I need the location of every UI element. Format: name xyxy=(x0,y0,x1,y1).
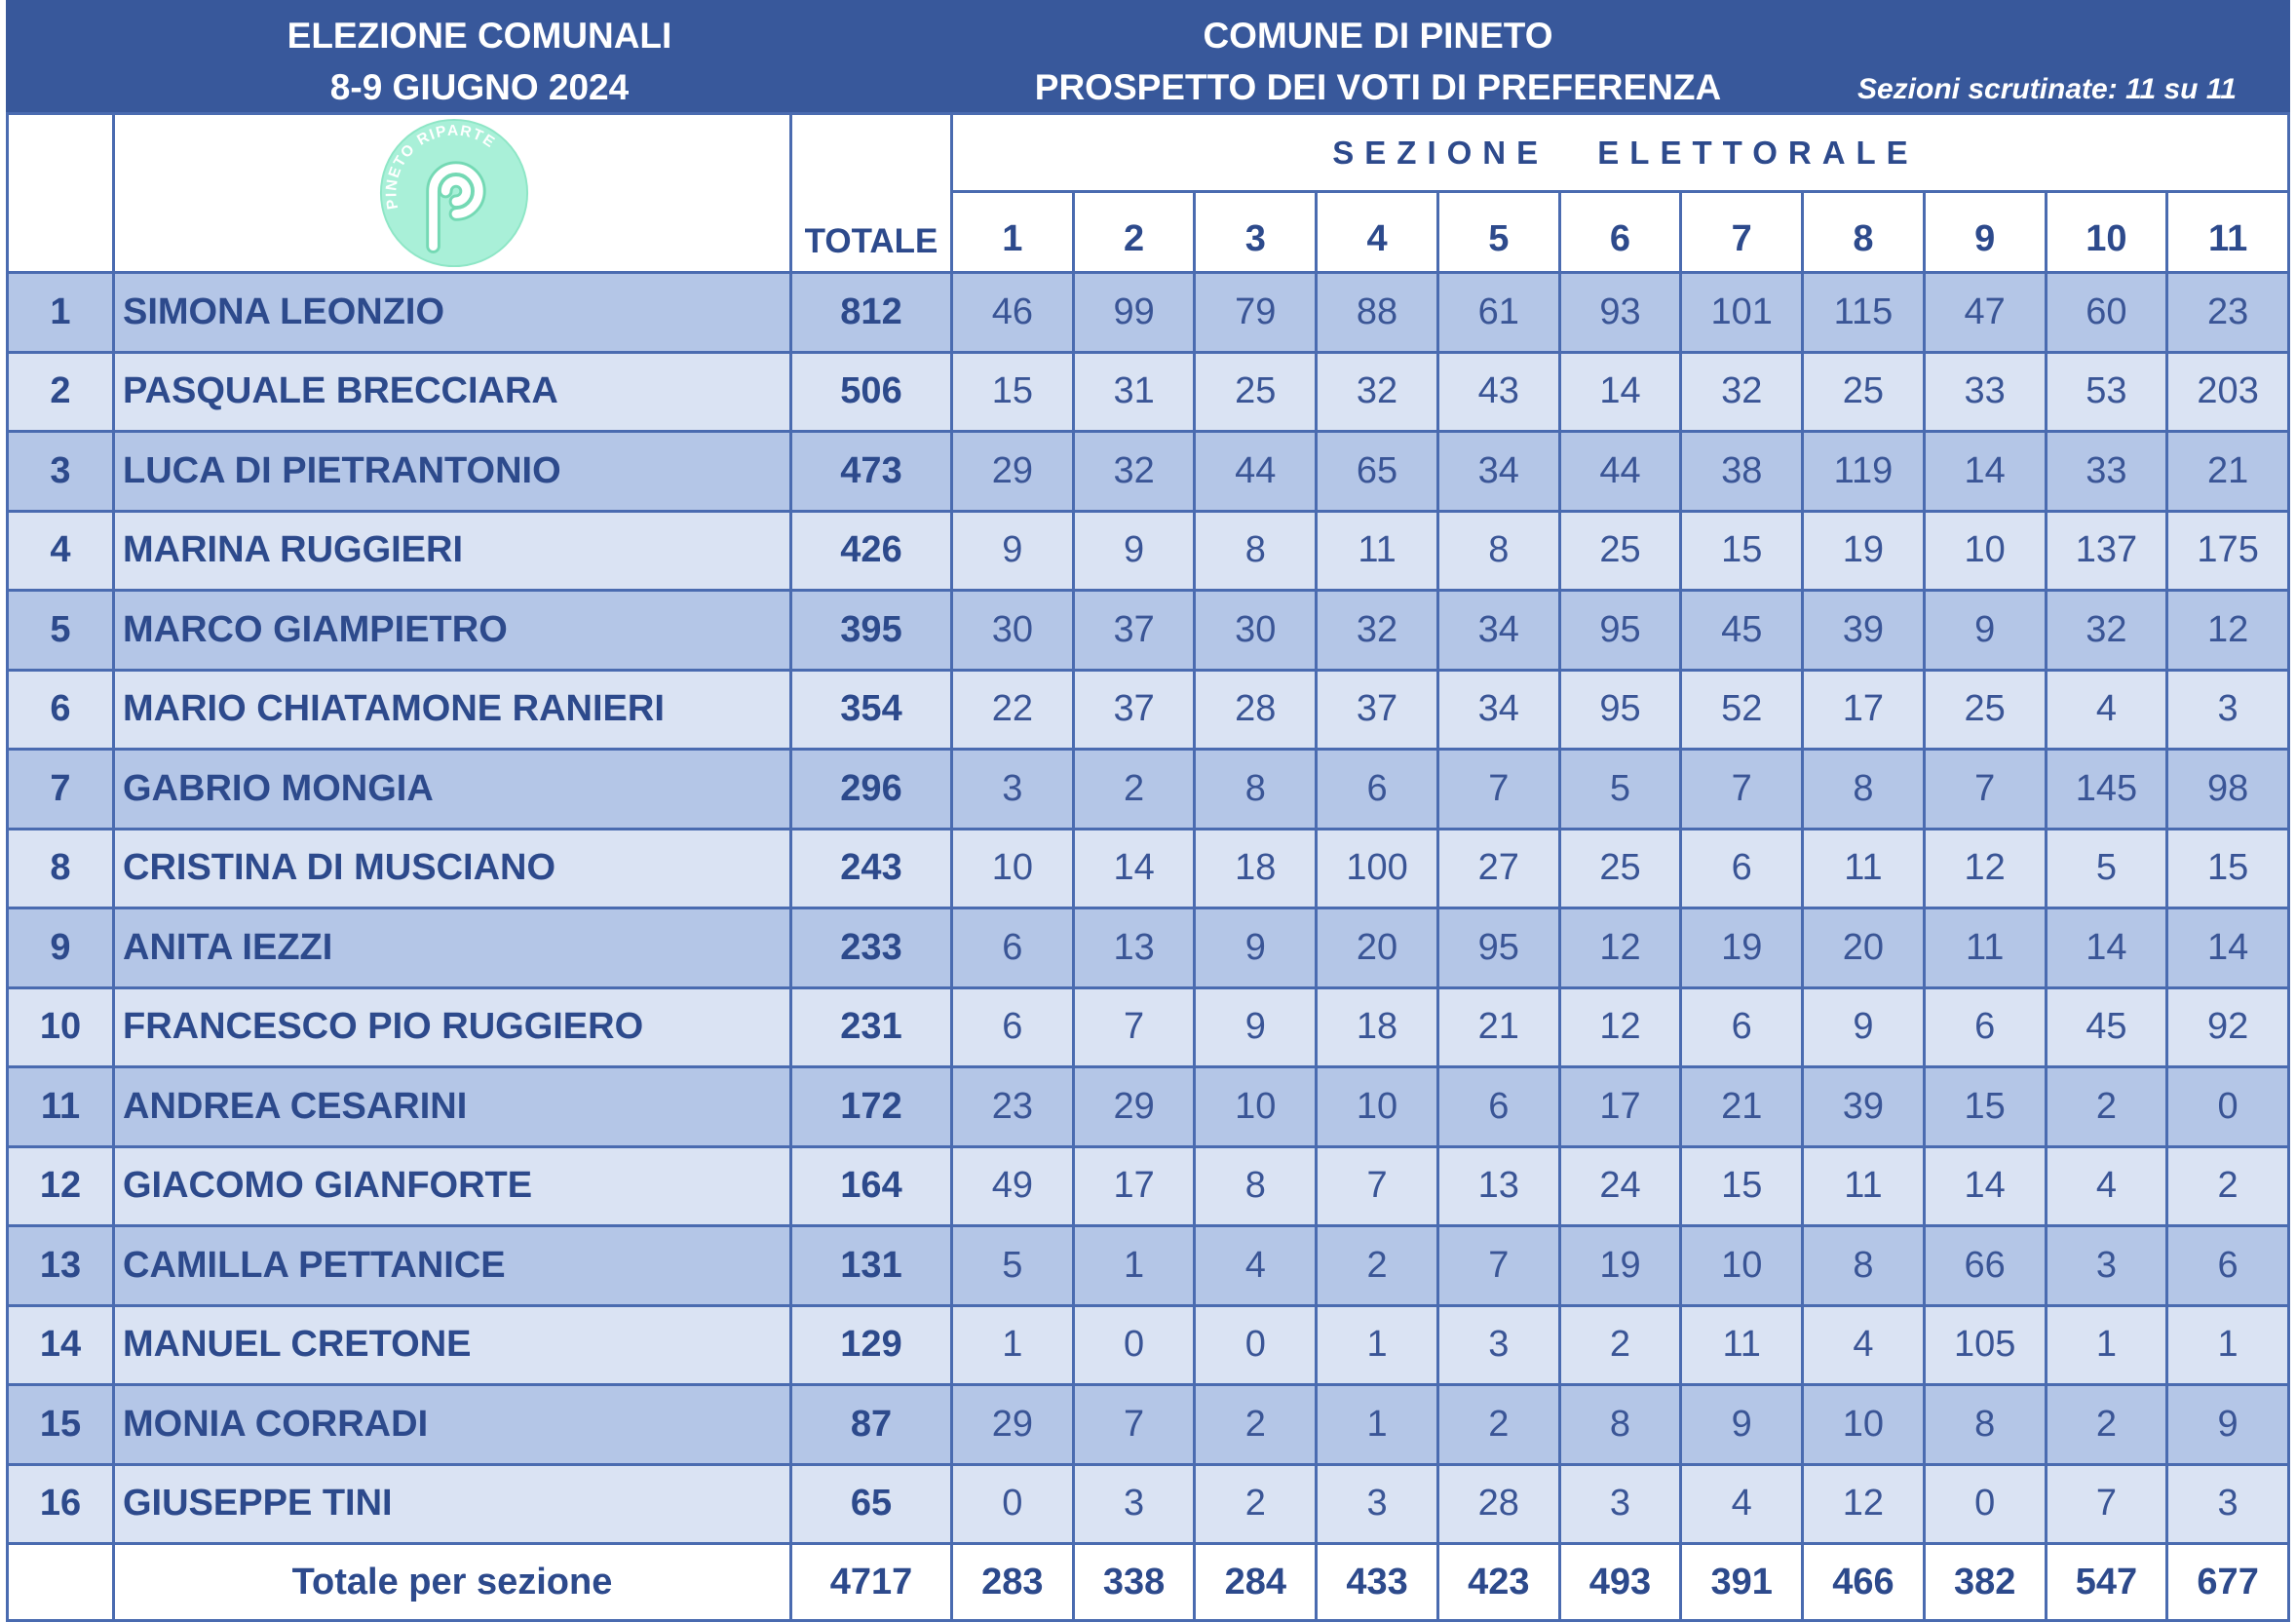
section-3-votes: 79 xyxy=(1196,274,1315,351)
section-8-votes: 39 xyxy=(1804,592,1923,669)
section-header-11: 11 xyxy=(2168,193,2287,271)
candidate-rank: 2 xyxy=(9,354,112,431)
candidate-name: MARCO GIAMPIETRO xyxy=(115,592,789,669)
candidate-rank: 3 xyxy=(9,433,112,510)
candidate-total: 129 xyxy=(792,1307,950,1384)
candidate-rank: 10 xyxy=(9,989,112,1066)
section-10-votes: 32 xyxy=(2047,592,2166,669)
candidate-total: 164 xyxy=(792,1148,950,1225)
section-4-votes: 3 xyxy=(1318,1466,1436,1543)
header-band xyxy=(6,0,2290,113)
candidate-total: 506 xyxy=(792,354,950,431)
section-8-total: 466 xyxy=(1804,1545,1923,1619)
section-2-votes: 7 xyxy=(1075,1386,1194,1463)
section-8-votes: 115 xyxy=(1804,274,1923,351)
section-10-votes: 45 xyxy=(2047,989,2166,1066)
section-6-votes: 19 xyxy=(1561,1227,1680,1304)
section-9-votes: 7 xyxy=(1926,751,2045,828)
section-header-10: 10 xyxy=(2047,193,2166,271)
candidate-total: 65 xyxy=(792,1466,950,1543)
section-1-votes: 3 xyxy=(953,751,1072,828)
section-header-9: 9 xyxy=(1926,193,2045,271)
section-9-votes: 15 xyxy=(1926,1068,2045,1145)
section-11-votes: 98 xyxy=(2168,751,2287,828)
section-1-votes: 1 xyxy=(953,1307,1072,1384)
section-11-votes: 3 xyxy=(2168,672,2287,749)
candidate-total: 231 xyxy=(792,989,950,1066)
section-6-total: 493 xyxy=(1561,1545,1680,1619)
section-1-votes: 29 xyxy=(953,1386,1072,1463)
section-8-votes: 25 xyxy=(1804,354,1923,431)
section-7-votes: 6 xyxy=(1682,830,1801,908)
section-3-votes: 30 xyxy=(1196,592,1315,669)
candidate-total: 87 xyxy=(792,1386,950,1463)
section-6-votes: 12 xyxy=(1561,909,1680,986)
section-10-votes: 53 xyxy=(2047,354,2166,431)
candidate-name: CRISTINA DI MUSCIANO xyxy=(115,830,789,908)
section-5-votes: 2 xyxy=(1439,1386,1558,1463)
totals-empty-cell xyxy=(9,1545,112,1619)
section-4-votes: 32 xyxy=(1318,354,1436,431)
section-9-votes: 14 xyxy=(1926,433,2045,510)
section-3-votes: 2 xyxy=(1196,1466,1315,1543)
candidate-name: MARINA RUGGIERI xyxy=(115,513,789,590)
section-11-votes: 14 xyxy=(2168,909,2287,986)
section-header-5: 5 xyxy=(1439,193,1558,271)
candidate-name: SIMONA LEONZIO xyxy=(115,274,789,351)
section-9-votes: 66 xyxy=(1926,1227,2045,1304)
section-2-votes: 17 xyxy=(1075,1148,1194,1225)
section-8-votes: 12 xyxy=(1804,1466,1923,1543)
candidate-total: 233 xyxy=(792,909,950,986)
section-8-votes: 8 xyxy=(1804,751,1923,828)
section-9-votes: 14 xyxy=(1926,1148,2045,1225)
section-11-votes: 0 xyxy=(2168,1068,2287,1145)
section-8-votes: 9 xyxy=(1804,989,1923,1066)
section-8-votes: 4 xyxy=(1804,1307,1923,1384)
section-9-votes: 33 xyxy=(1926,354,2045,431)
section-2-votes: 0 xyxy=(1075,1307,1194,1384)
section-10-votes: 1 xyxy=(2047,1307,2166,1384)
section-2-votes: 3 xyxy=(1075,1466,1194,1543)
candidate-total: 426 xyxy=(792,513,950,590)
candidate-name: GABRIO MONGIA xyxy=(115,751,789,828)
total-header: TOTALE xyxy=(792,115,950,271)
section-4-votes: 65 xyxy=(1318,433,1436,510)
section-3-votes: 28 xyxy=(1196,672,1315,749)
section-7-total: 391 xyxy=(1682,1545,1801,1619)
section-2-votes: 32 xyxy=(1075,433,1194,510)
section-5-votes: 27 xyxy=(1439,830,1558,908)
section-3-votes: 25 xyxy=(1196,354,1315,431)
candidate-rank: 8 xyxy=(9,830,112,908)
candidate-rank: 15 xyxy=(9,1386,112,1463)
sections-counted-status: Sezioni scrutinate: 11 su 11 xyxy=(1856,73,2237,105)
section-6-votes: 25 xyxy=(1561,830,1680,908)
section-3-votes: 9 xyxy=(1196,909,1315,986)
section-9-votes: 0 xyxy=(1926,1466,2045,1543)
section-2-votes: 14 xyxy=(1075,830,1194,908)
candidate-total: 473 xyxy=(792,433,950,510)
section-6-votes: 14 xyxy=(1561,354,1680,431)
section-3-votes: 44 xyxy=(1196,433,1315,510)
section-6-votes: 44 xyxy=(1561,433,1680,510)
section-5-votes: 6 xyxy=(1439,1068,1558,1145)
candidate-rank: 9 xyxy=(9,909,112,986)
election-title xyxy=(6,10,953,113)
section-10-votes: 14 xyxy=(2047,909,2166,986)
section-7-votes: 19 xyxy=(1682,909,1801,986)
report-subtitle: PROSPETTO DEI VOTI DI PREFERENZA xyxy=(1034,67,1722,107)
candidate-total: 296 xyxy=(792,751,950,828)
section-7-votes: 11 xyxy=(1682,1307,1801,1384)
section-6-votes: 8 xyxy=(1561,1386,1680,1463)
section-4-total: 433 xyxy=(1318,1545,1436,1619)
candidate-name: MANUEL CRETONE xyxy=(115,1307,789,1384)
section-4-votes: 2 xyxy=(1318,1227,1436,1304)
candidate-rank: 6 xyxy=(9,672,112,749)
section-5-votes: 28 xyxy=(1439,1466,1558,1543)
section-10-votes: 2 xyxy=(2047,1386,2166,1463)
section-7-votes: 52 xyxy=(1682,672,1801,749)
candidate-rank: 16 xyxy=(9,1466,112,1543)
candidate-total: 395 xyxy=(792,592,950,669)
section-1-votes: 6 xyxy=(953,989,1072,1066)
section-9-total: 382 xyxy=(1926,1545,2045,1619)
section-3-votes: 2 xyxy=(1196,1386,1315,1463)
section-5-total: 423 xyxy=(1439,1545,1558,1619)
section-1-votes: 29 xyxy=(953,433,1072,510)
section-header-2: 2 xyxy=(1075,193,1194,271)
section-4-votes: 100 xyxy=(1318,830,1436,908)
section-2-votes: 2 xyxy=(1075,751,1194,828)
section-8-votes: 20 xyxy=(1804,909,1923,986)
section-8-votes: 119 xyxy=(1804,433,1923,510)
section-3-votes: 10 xyxy=(1196,1068,1315,1145)
section-10-votes: 5 xyxy=(2047,830,2166,908)
candidate-rank: 4 xyxy=(9,513,112,590)
candidate-rank: 12 xyxy=(9,1148,112,1225)
section-10-votes: 137 xyxy=(2047,513,2166,590)
section-1-votes: 0 xyxy=(953,1466,1072,1543)
section-7-votes: 15 xyxy=(1682,1148,1801,1225)
section-10-votes: 4 xyxy=(2047,672,2166,749)
candidate-name: GIACOMO GIANFORTE xyxy=(115,1148,789,1225)
section-3-votes: 8 xyxy=(1196,513,1315,590)
candidate-rank: 11 xyxy=(9,1068,112,1145)
candidate-rank: 1 xyxy=(9,274,112,351)
logo-text: PINETO RIPARTE xyxy=(383,122,499,211)
candidate-name: MONIA CORRADI xyxy=(115,1386,789,1463)
section-3-votes: 18 xyxy=(1196,830,1315,908)
section-1-votes: 23 xyxy=(953,1068,1072,1145)
section-5-votes: 13 xyxy=(1439,1148,1558,1225)
section-1-votes: 6 xyxy=(953,909,1072,986)
section-11-votes: 6 xyxy=(2168,1227,2287,1304)
section-2-votes: 9 xyxy=(1075,513,1194,590)
section-4-votes: 37 xyxy=(1318,672,1436,749)
section-9-votes: 12 xyxy=(1926,830,2045,908)
section-3-votes: 9 xyxy=(1196,989,1315,1066)
section-10-votes: 7 xyxy=(2047,1466,2166,1543)
section-2-votes: 7 xyxy=(1075,989,1194,1066)
section-1-total: 283 xyxy=(953,1545,1072,1619)
section-11-votes: 23 xyxy=(2168,274,2287,351)
section-2-votes: 1 xyxy=(1075,1227,1194,1304)
section-11-votes: 2 xyxy=(2168,1148,2287,1225)
section-11-votes: 203 xyxy=(2168,354,2287,431)
section-6-votes: 95 xyxy=(1561,592,1680,669)
section-header-1: 1 xyxy=(953,193,1072,271)
section-8-votes: 19 xyxy=(1804,513,1923,590)
section-3-votes: 8 xyxy=(1196,1148,1315,1225)
candidate-total: 812 xyxy=(792,274,950,351)
section-1-votes: 9 xyxy=(953,513,1072,590)
section-9-votes: 8 xyxy=(1926,1386,2045,1463)
section-4-votes: 88 xyxy=(1318,274,1436,351)
section-7-votes: 9 xyxy=(1682,1386,1801,1463)
section-6-votes: 2 xyxy=(1561,1307,1680,1384)
section-9-votes: 9 xyxy=(1926,592,2045,669)
section-10-votes: 3 xyxy=(2047,1227,2166,1304)
section-4-votes: 18 xyxy=(1318,989,1436,1066)
section-9-votes: 10 xyxy=(1926,513,2045,590)
section-9-votes: 47 xyxy=(1926,274,2045,351)
section-6-votes: 5 xyxy=(1561,751,1680,828)
section-2-votes: 99 xyxy=(1075,274,1194,351)
section-5-votes: 3 xyxy=(1439,1307,1558,1384)
municipality-name: COMUNE DI PINETO xyxy=(1203,16,1553,56)
section-4-votes: 7 xyxy=(1318,1148,1436,1225)
section-1-votes: 22 xyxy=(953,672,1072,749)
section-7-votes: 32 xyxy=(1682,354,1801,431)
section-10-votes: 33 xyxy=(2047,433,2166,510)
candidate-rank: 7 xyxy=(9,751,112,828)
section-6-votes: 12 xyxy=(1561,989,1680,1066)
section-9-votes: 25 xyxy=(1926,672,2045,749)
section-5-votes: 8 xyxy=(1439,513,1558,590)
section-10-votes: 4 xyxy=(2047,1148,2166,1225)
section-9-votes: 105 xyxy=(1926,1307,2045,1384)
candidate-rank: 5 xyxy=(9,592,112,669)
section-header-4: 4 xyxy=(1318,193,1436,271)
section-5-votes: 7 xyxy=(1439,1227,1558,1304)
section-7-votes: 21 xyxy=(1682,1068,1801,1145)
section-4-votes: 6 xyxy=(1318,751,1436,828)
section-3-votes: 4 xyxy=(1196,1227,1315,1304)
section-2-votes: 37 xyxy=(1075,592,1194,669)
section-11-votes: 21 xyxy=(2168,433,2287,510)
candidate-rank: 14 xyxy=(9,1307,112,1384)
section-7-votes: 10 xyxy=(1682,1227,1801,1304)
section-1-votes: 5 xyxy=(953,1227,1072,1304)
section-8-votes: 11 xyxy=(1804,1148,1923,1225)
section-5-votes: 21 xyxy=(1439,989,1558,1066)
section-5-votes: 34 xyxy=(1439,672,1558,749)
section-5-votes: 61 xyxy=(1439,274,1558,351)
section-11-total: 677 xyxy=(2168,1545,2287,1619)
section-5-votes: 95 xyxy=(1439,909,1558,986)
pineto-riparte-logo-icon xyxy=(378,117,530,269)
section-1-votes: 46 xyxy=(953,274,1072,351)
name-header-cell xyxy=(115,115,789,271)
section-2-total: 338 xyxy=(1075,1545,1194,1619)
section-11-votes: 1 xyxy=(2168,1307,2287,1384)
grand-total: 4717 xyxy=(792,1545,950,1619)
section-2-votes: 13 xyxy=(1075,909,1194,986)
section-8-votes: 11 xyxy=(1804,830,1923,908)
section-6-votes: 93 xyxy=(1561,274,1680,351)
section-8-votes: 17 xyxy=(1804,672,1923,749)
section-3-total: 284 xyxy=(1196,1545,1315,1619)
section-10-votes: 60 xyxy=(2047,274,2166,351)
section-11-votes: 15 xyxy=(2168,830,2287,908)
candidate-name: GIUSEPPE TINI xyxy=(115,1466,789,1543)
section-8-votes: 39 xyxy=(1804,1068,1923,1145)
candidate-name: CAMILLA PETTANICE xyxy=(115,1227,789,1304)
section-11-votes: 175 xyxy=(2168,513,2287,590)
section-5-votes: 34 xyxy=(1439,433,1558,510)
section-3-votes: 0 xyxy=(1196,1307,1315,1384)
candidate-total: 131 xyxy=(792,1227,950,1304)
rank-header-cell xyxy=(9,115,112,271)
section-header-8: 8 xyxy=(1804,193,1923,271)
section-6-votes: 95 xyxy=(1561,672,1680,749)
section-1-votes: 15 xyxy=(953,354,1072,431)
section-4-votes: 1 xyxy=(1318,1386,1436,1463)
section-9-votes: 11 xyxy=(1926,909,2045,986)
section-10-votes: 2 xyxy=(2047,1068,2166,1145)
candidate-name: MARIO CHIATAMONE RANIERI xyxy=(115,672,789,749)
logo-circle xyxy=(381,120,527,266)
section-1-votes: 10 xyxy=(953,830,1072,908)
section-8-votes: 8 xyxy=(1804,1227,1923,1304)
section-4-votes: 10 xyxy=(1318,1068,1436,1145)
section-header-7: 7 xyxy=(1682,193,1801,271)
report-title xyxy=(891,10,1865,113)
section-2-votes: 31 xyxy=(1075,354,1194,431)
section-2-votes: 37 xyxy=(1075,672,1194,749)
section-4-votes: 1 xyxy=(1318,1307,1436,1384)
section-group-header: SEZIONE ELETTORALE xyxy=(953,115,2287,190)
section-7-votes: 4 xyxy=(1682,1466,1801,1543)
section-7-votes: 38 xyxy=(1682,433,1801,510)
preference-votes-table xyxy=(6,112,2290,1622)
section-6-votes: 3 xyxy=(1561,1466,1680,1543)
section-11-votes: 12 xyxy=(2168,592,2287,669)
candidate-name: FRANCESCO PIO RUGGIERO xyxy=(115,989,789,1066)
section-10-votes: 145 xyxy=(2047,751,2166,828)
candidate-name: ANITA IEZZI xyxy=(115,909,789,986)
section-3-votes: 8 xyxy=(1196,751,1315,828)
section-6-votes: 17 xyxy=(1561,1068,1680,1145)
candidate-total: 243 xyxy=(792,830,950,908)
section-9-votes: 6 xyxy=(1926,989,2045,1066)
section-10-total: 547 xyxy=(2047,1545,2166,1619)
candidate-name: ANDREA CESARINI xyxy=(115,1068,789,1145)
section-7-votes: 101 xyxy=(1682,274,1801,351)
section-4-votes: 32 xyxy=(1318,592,1436,669)
section-11-votes: 9 xyxy=(2168,1386,2287,1463)
election-date: 8-9 GIUGNO 2024 xyxy=(329,67,630,107)
section-7-votes: 7 xyxy=(1682,751,1801,828)
section-5-votes: 34 xyxy=(1439,592,1558,669)
candidate-name: LUCA DI PIETRANTONIO xyxy=(115,433,789,510)
section-1-votes: 49 xyxy=(953,1148,1072,1225)
section-4-votes: 11 xyxy=(1318,513,1436,590)
section-5-votes: 43 xyxy=(1439,354,1558,431)
section-7-votes: 45 xyxy=(1682,592,1801,669)
section-11-votes: 3 xyxy=(2168,1466,2287,1543)
totals-label: Totale per sezione xyxy=(115,1545,789,1619)
candidate-name: PASQUALE BRECCIARA xyxy=(115,354,789,431)
section-8-votes: 10 xyxy=(1804,1386,1923,1463)
candidate-total: 354 xyxy=(792,672,950,749)
section-header-3: 3 xyxy=(1196,193,1315,271)
section-1-votes: 30 xyxy=(953,592,1072,669)
section-7-votes: 6 xyxy=(1682,989,1801,1066)
section-7-votes: 15 xyxy=(1682,513,1801,590)
section-4-votes: 20 xyxy=(1318,909,1436,986)
section-2-votes: 29 xyxy=(1075,1068,1194,1145)
section-6-votes: 25 xyxy=(1561,513,1680,590)
candidate-rank: 13 xyxy=(9,1227,112,1304)
section-6-votes: 24 xyxy=(1561,1148,1680,1225)
section-5-votes: 7 xyxy=(1439,751,1558,828)
section-11-votes: 92 xyxy=(2168,989,2287,1066)
candidate-total: 172 xyxy=(792,1068,950,1145)
section-header-6: 6 xyxy=(1561,193,1680,271)
election-name: ELEZIONE COMUNALI xyxy=(287,16,672,56)
